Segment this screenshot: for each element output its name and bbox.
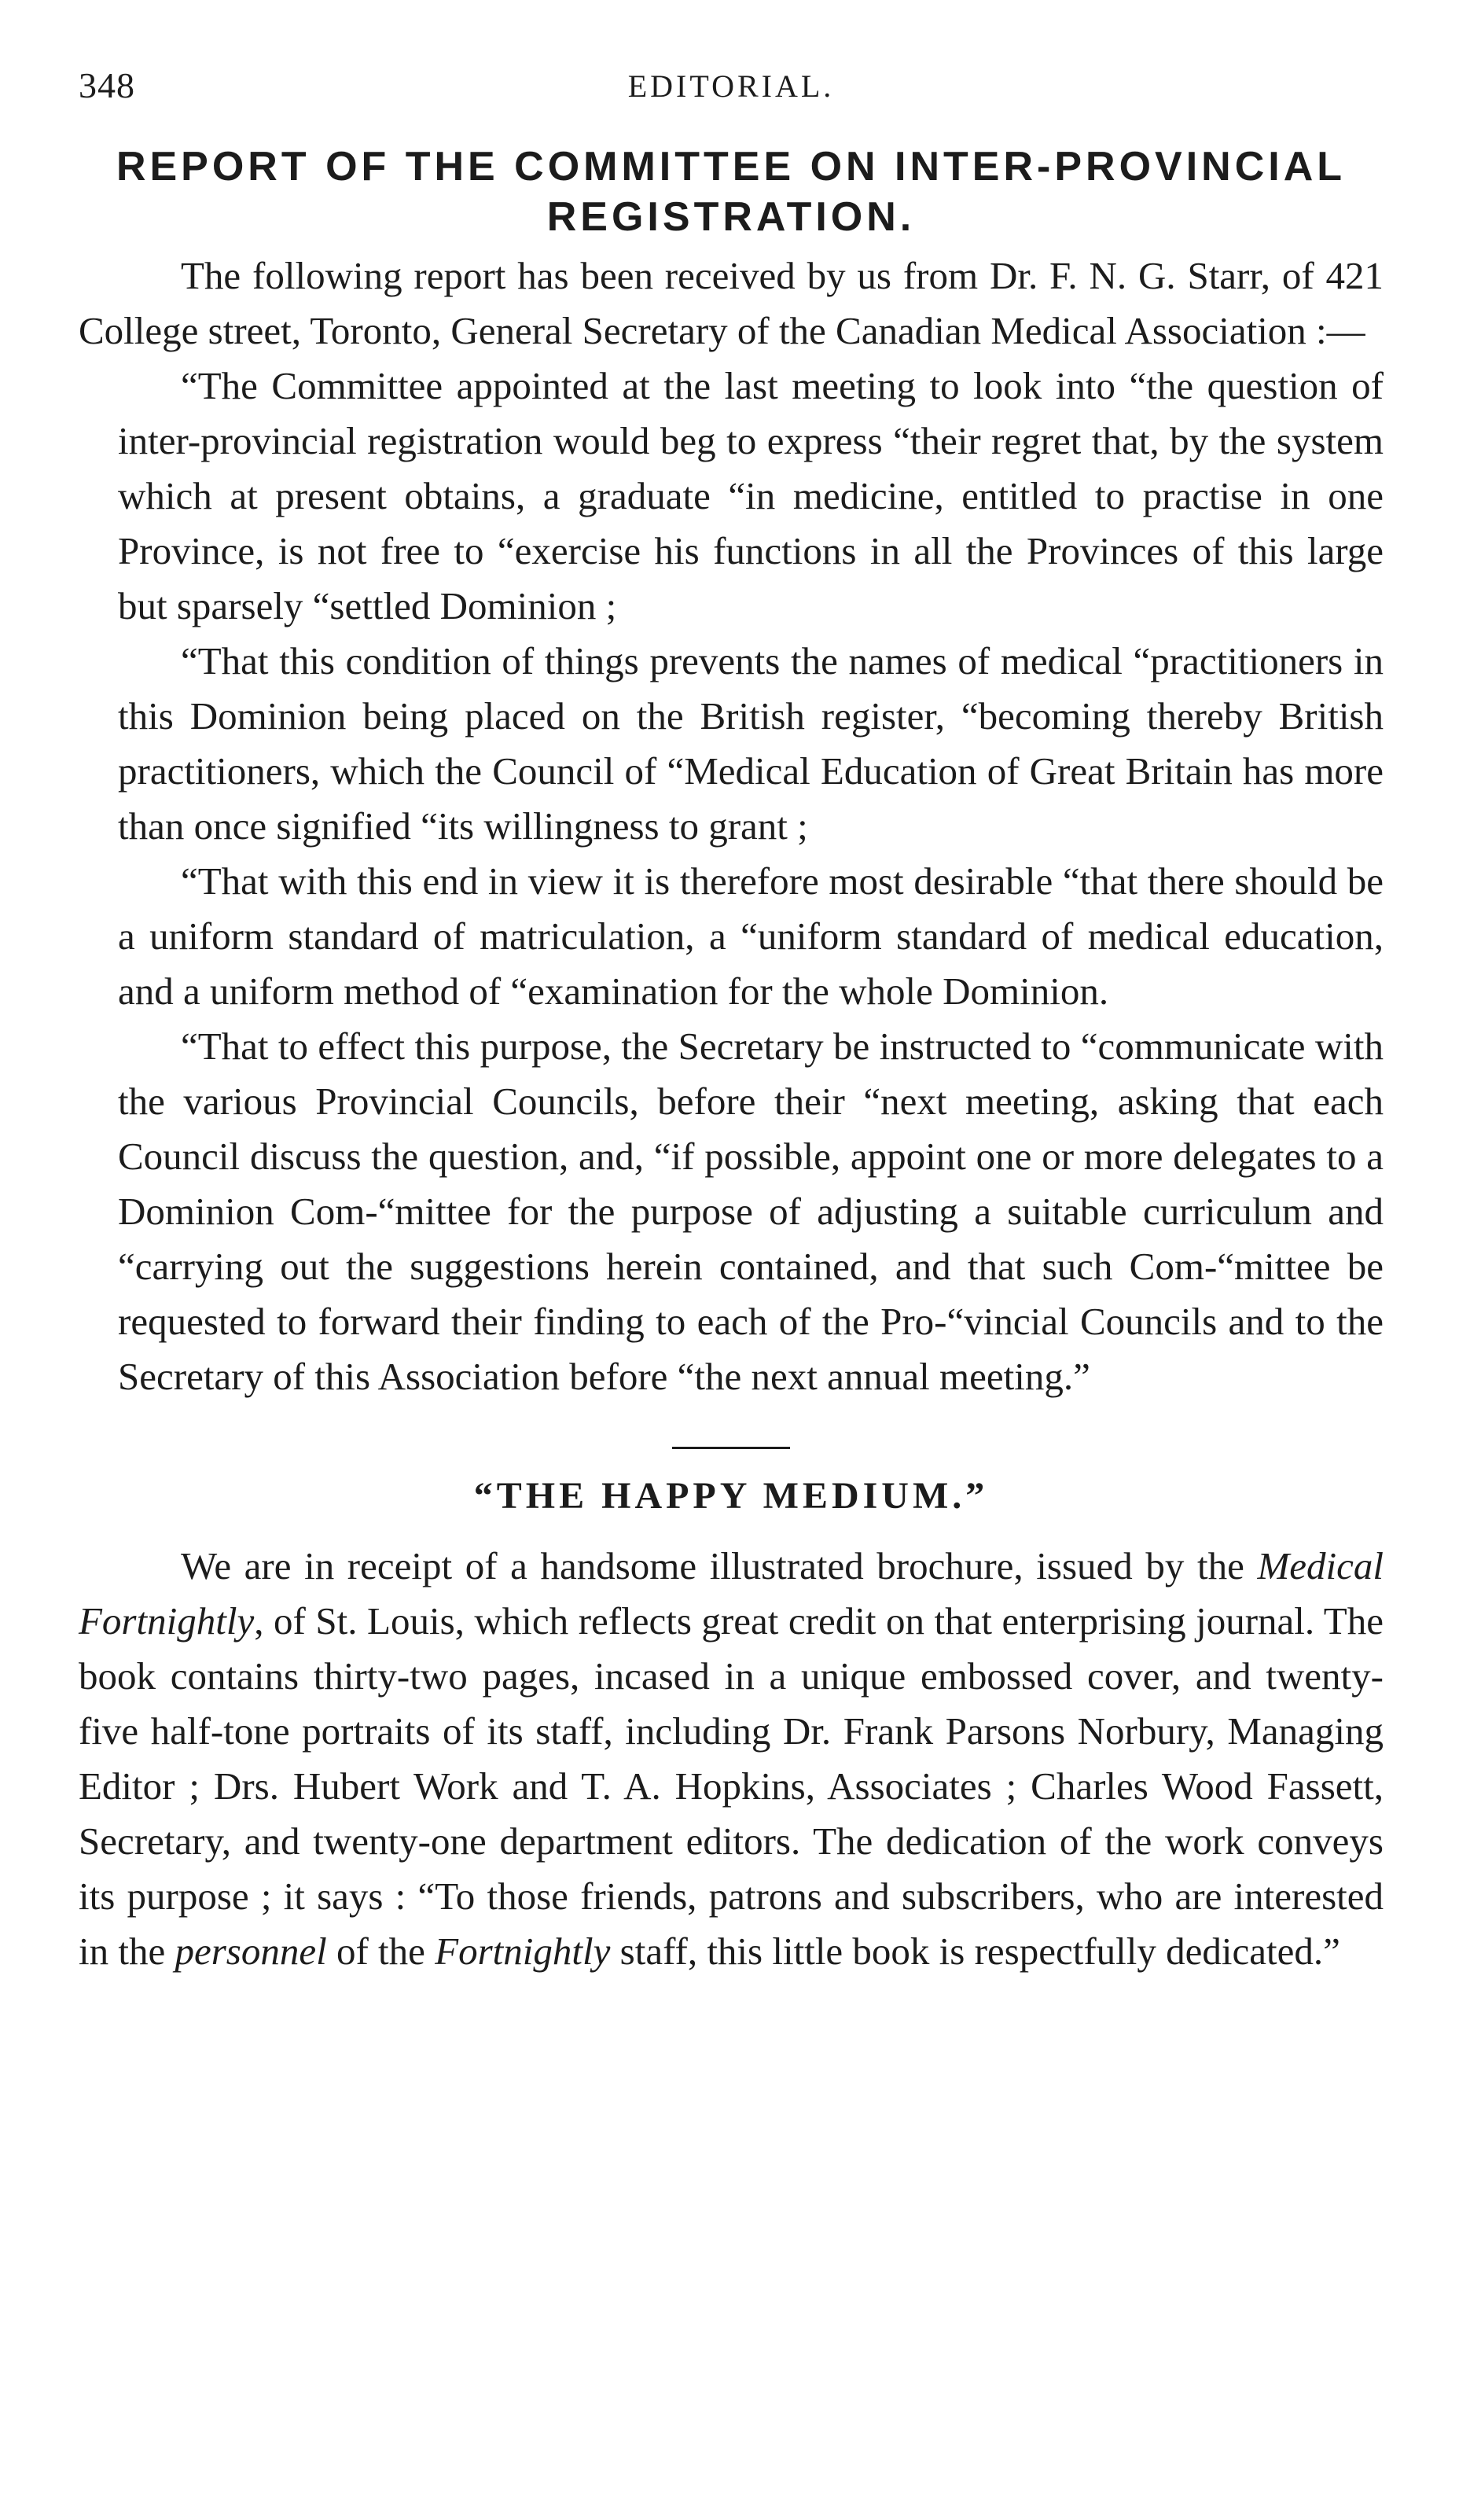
body-paragraph xyxy=(79,1539,1384,1979)
article-registration-report xyxy=(79,142,1384,1404)
page-number: 348 xyxy=(79,65,135,105)
section-heading: “THE HAPPY MEDIUM.” xyxy=(473,1475,989,1517)
page xyxy=(79,0,1384,1979)
text-segment: , of St. Louis, which reflects great credit on that enterprising journal. The book contains thirty-two pages, incased in a unique embossed cover, and twenty-five half-tone portraits of its staff, including Dr. Frank Parsons Norbury, Managing Editor ; Drs. Hubert Work and T. A. Hopkins, Associates ; Charles Wood Fassett, Secretary, and twenty-one department editors. The dedication of the work conveys its purpose ; it says : “To those friends, patrons and subscribers, who are interested in the xyxy=(79,1599,1384,1973)
section-divider xyxy=(672,1447,790,1449)
running-title: EDITORIAL. xyxy=(627,68,835,104)
running-head xyxy=(79,0,1384,118)
report-paragraph: “That this condition of things prevents the names of medical “practitioners in this Dominion being placed on the British register, “becoming thereby British practitioners, which the Council of “Medical Education of Great Britain has more than once signified “its willingness to grant ; xyxy=(118,639,1384,848)
journal-name: Fortnightly xyxy=(435,1930,611,1973)
text-segment: staff, this little book is respectfully dedicated.” xyxy=(610,1930,1340,1973)
report-paragraph: “That to effect this purpose, the Secretary be instructed to “communicate with the various Provincial Councils, before their “next meeting, asking that each Council discuss the question, and, “if possible, appoint one or more delegates to a Dominion Com-“mittee for the purpose of adjusting a suitable curriculum and “carrying out the suggestions herein contained, and that such Com-“mittee be requested to forward their finding to each of the Pro-“vincial Councils and to the Secretary of this Association before “the next annual meeting.” xyxy=(118,1025,1384,1398)
journal-name: Medical Fortnightly xyxy=(79,1544,1384,1643)
report-paragraph: “The Committee appointed at the last meeting to look into “the question of inter-provincial registration would beg to express “their regret that, by the system which at present obtains, a graduate “in medicine, entitled to practise in one Province, is not free to “exercise his functions in all the Provinces of this large but sparsely “settled Dominion ; xyxy=(118,364,1384,627)
article-happy-medium xyxy=(79,1471,1384,1979)
report-paragraph: “That with this end in view it is therefore most desirable “that there should be a uniform standard of matriculation, a “uniform standard of medical education, and a uniform method of “examination for the whole Dominion. xyxy=(118,859,1384,1013)
text-segment: We are in receipt of a handsome illustrated brochure, issued by the xyxy=(181,1544,1258,1587)
italic-term: personnel xyxy=(175,1930,327,1973)
article-heading: REPORT OF THE COMMITTEE ON INTER-PROVINCIAL REGISTRATION. xyxy=(116,144,1347,240)
text-segment: of the xyxy=(326,1930,435,1973)
intro-paragraph: The following report has been received by us from Dr. F. N. G. Starr, of 421 College street, Toronto, General Secretary of the Canadian Medical Association :— xyxy=(79,254,1384,352)
